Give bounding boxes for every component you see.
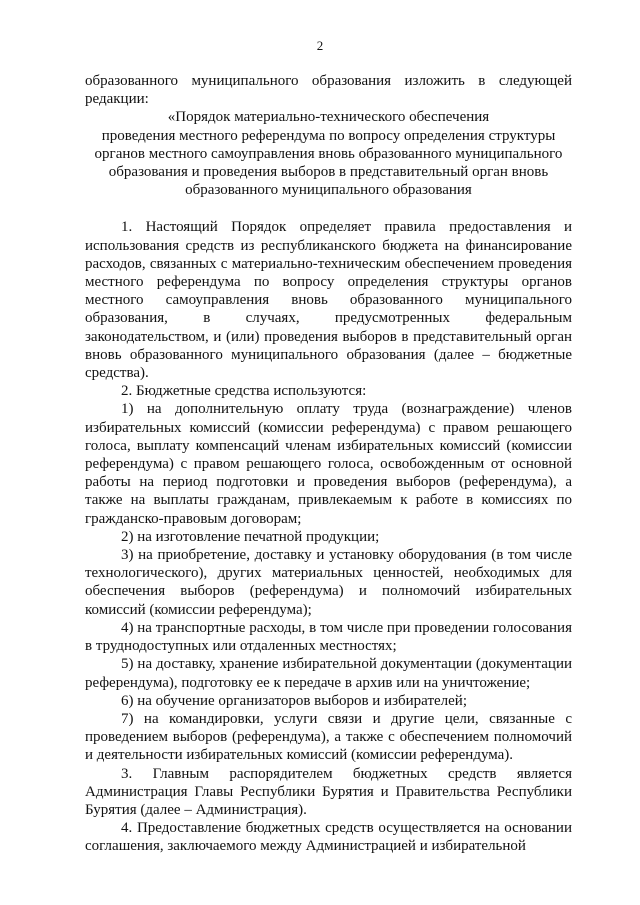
- list-item-6: 6) на обучение организаторов выборов и избирателей;: [121, 692, 467, 709]
- document-title: [85, 108, 572, 199]
- list-item-3: 3) на приобретение, доставку и установку оборудования (в том числе технологического), других материальных ценностей, необходимых для обеспечения выборов (референдума) и полномочий избирательных комиссий (комиссии референдума);: [85, 547, 572, 618]
- list-item-2: 2) на изготовление печатной продукции;: [121, 528, 380, 545]
- title-line: «Порядок материально-технического обеспечения: [167, 109, 490, 126]
- paragraph-1-scope: 1. Настоящий Порядок определяет правила предоставления и использования средств из республиканского бюджета на финансирование расходов, связанных с материально-техническим обеспечением проведения местного референдума по вопросу определения структуры органов местного самоуправления вновь образованного муниципального образования, в случаях, предусмотренных федеральным законодательством, и (или) проведения выборов в представительный орган вновь образованного муниципального образования (далее – бюджетные средства).: [85, 219, 572, 382]
- title-line: проведения местного референдума по вопросу определения структуры: [101, 127, 556, 144]
- paragraph-2-usage: 2. Бюджетные средства используются:: [121, 383, 367, 400]
- intro-paragraph: образованного муниципального образования изложить в следующей редакции:: [85, 73, 572, 108]
- title-line: органов местного самоуправления вновь образованного муниципального: [94, 145, 563, 162]
- document-body: [85, 72, 572, 856]
- paragraph-3-administrator: 3. Главным распорядителем бюджетных средств является Администрация Главы Республики Бурятия и Правительства Республики Бурятия (далее – Администрация).: [85, 765, 572, 818]
- title-line: образованного муниципального образования: [185, 182, 472, 199]
- list-item-5: 5) на доставку, хранение избирательной документации (документации референдума), подготовку ее к передаче в архив или на уничтожение;: [85, 656, 572, 691]
- title-line: образования и проведения выборов в представительный орган вновь: [108, 164, 549, 181]
- list-item-1: 1) на дополнительную оплату труда (вознаграждение) членов избирательных комиссий (комиссии референдума) с правом решающего голоса, выплату компенсаций членам избирательных комиссий (комиссии референдума) с правом решающего голоса, освобожденным от основной работы на период подготовки и проведения выборов (референдума), а также на выплаты гражданам, привлекаемым к работе в комиссиях по гражданско-правовым договорам;: [85, 401, 572, 527]
- paragraph-4-agreement: 4. Предоставление бюджетных средств осуществляется на основании соглашения, заключаемого между Администрацией и избирательной: [85, 820, 572, 855]
- list-item-4: 4) на транспортные расходы, в том числе при проведении голосования в труднодоступных или отдаленных местностях;: [85, 619, 572, 655]
- list-item-7: 7) на командировки, услуги связи и другие цели, связанные с проведением выборов (референдума), а также с обеспечением полномочий и деятельности избирательных комиссий (комиссии референдума).: [85, 710, 572, 764]
- page-number: 2: [316, 38, 324, 53]
